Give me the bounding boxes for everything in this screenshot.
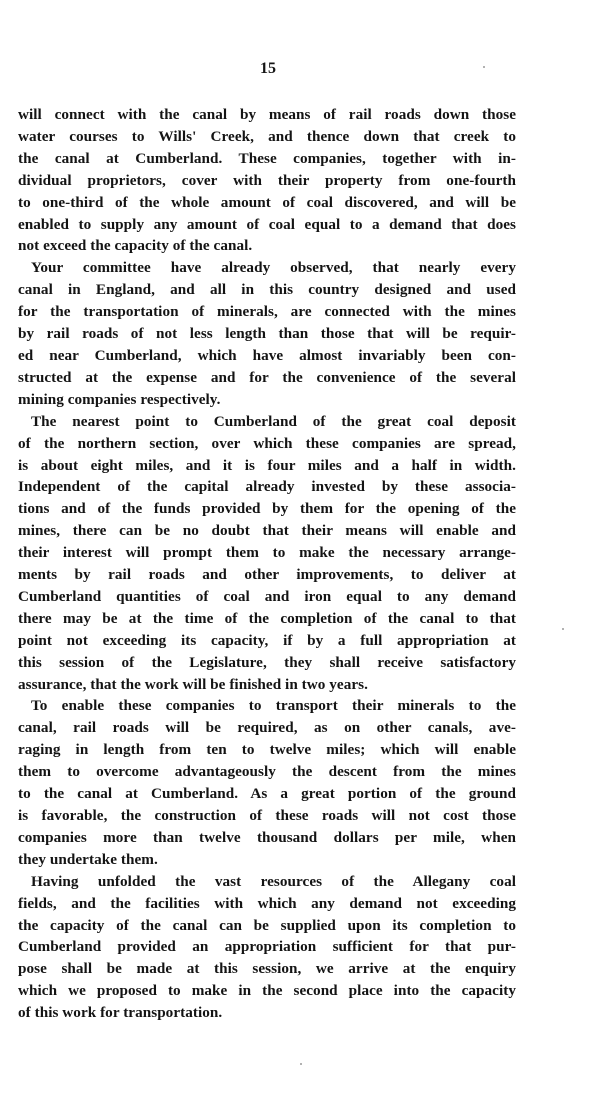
text-line: structed at the expense and for the convenience of the several: [18, 368, 516, 386]
text-line: companies more than twelve thousand dollars per mile, when: [18, 828, 516, 846]
text-line: by rail roads of not less length than those that will be requir-: [18, 325, 516, 343]
text-line: ed near Cumberland, which have almost invariably been con-: [18, 346, 516, 364]
text-line: raging in length from ten to twelve miles; which will enable: [18, 741, 516, 759]
text-line: there may be at the time of the completion of the canal to that: [18, 609, 516, 627]
text-line: mining companies respectively.: [18, 390, 221, 408]
text-line: Cumberland quantities of coal and iron equal to any demand: [18, 587, 516, 605]
text-line: of this work for transportation.: [18, 1004, 223, 1022]
text-line: Your committee have already observed, that nearly every: [31, 259, 516, 277]
text-line: to one-third of the whole amount of coal discovered, and will be: [18, 193, 516, 211]
text-line: Independent of the capital already invested by these associa-: [18, 478, 516, 496]
text-line: not exceed the capacity of the canal.: [18, 237, 253, 255]
text-line: Having unfolded the vast resources of the Allegany coal: [31, 872, 516, 890]
text-line: the capacity of the canal can be supplied upon its completion to: [18, 916, 516, 934]
text-line: the canal at Cumberland. These companies, together with in-: [18, 149, 516, 167]
text-line: dividual proprietors, cover with their property from one-fourth: [18, 171, 516, 189]
text-line: To enable these companies to transport their minerals to the: [31, 697, 516, 715]
paragraph: [18, 695, 516, 870]
paper-speck: [562, 628, 564, 630]
text-line: will connect with the canal by means of rail roads down those: [18, 106, 516, 123]
text-line: tions and of the funds provided by them for the opening of the: [18, 500, 516, 518]
text-line: assurance, that the work will be finished in two years.: [18, 675, 368, 693]
text-line: to the canal at Cumberland. As a great portion of the ground: [18, 785, 516, 803]
text-line: canal in England, and all in this country designed and used: [18, 281, 516, 299]
text-line: their interest will prompt them to make the necessary arrange-: [18, 544, 516, 562]
body-text: [18, 104, 516, 1024]
text-line: them to overcome advantageously the descent from the mines: [18, 763, 516, 781]
paper-speck: [300, 1063, 302, 1065]
text-line: Cumberland provided an appropriation sufficient for that pur-: [18, 938, 516, 956]
paragraph: [18, 411, 516, 696]
text-line: is about eight miles, and it is four miles and a half in width.: [18, 456, 516, 474]
paragraph: [18, 104, 516, 257]
text-line: water courses to Wills' Creek, and thence down that creek to: [18, 127, 516, 145]
text-line: enabled to supply any amount of coal equal to a demand that does: [18, 215, 516, 233]
text-line: is favorable, the construction of these roads will not cost those: [18, 807, 516, 824]
paper-speck: [483, 66, 485, 68]
text-line: this session of the Legislature, they shall receive satisfactory: [18, 653, 516, 671]
text-line: of the northern section, over which these companies are spread,: [18, 434, 516, 452]
text-line: for the transportation of minerals, are connected with the mines: [18, 303, 516, 321]
text-line: pose shall be made at this session, we arrive at the enquiry: [18, 960, 516, 978]
text-line: which we proposed to make in the second place into the capacity: [18, 982, 516, 1000]
paragraph: [18, 257, 516, 410]
text-line: ments by rail roads and other improvements, to deliver at: [18, 566, 516, 584]
text-line: fields, and the facilities with which any demand not exceeding: [18, 894, 516, 912]
text-line: mines, there can be no doubt that their means will enable and: [18, 522, 516, 540]
text-line: they undertake them.: [18, 850, 158, 868]
text-line: point not exceeding its capacity, if by a full appropriation at: [18, 631, 516, 649]
text-line: The nearest point to Cumberland of the great coal deposit: [31, 412, 516, 430]
paragraph: [18, 871, 516, 1024]
text-line: canal, rail roads will be required, as on other canals, ave-: [18, 719, 516, 737]
page-number: 15: [260, 60, 276, 77]
